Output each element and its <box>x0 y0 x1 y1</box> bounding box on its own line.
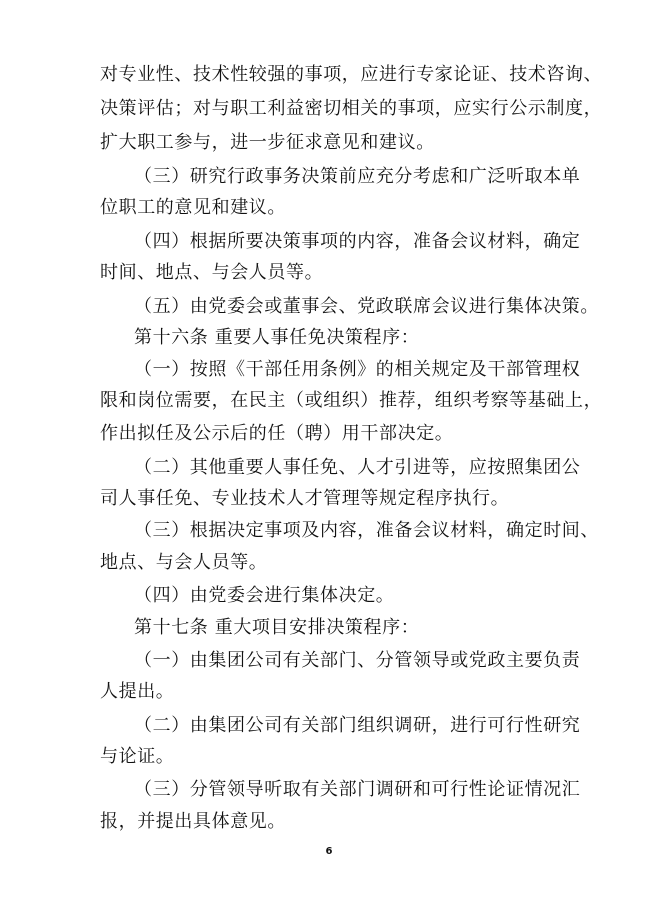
text-line: 位职工的意见和建议。 <box>100 197 286 218</box>
paragraph-start-line: （三）根据决定事项及内容，准备会议材料，确定时间、 <box>134 520 599 541</box>
text-line: 时间、地点、与会人员等。 <box>100 262 324 283</box>
text-line: 与论证。 <box>100 746 175 767</box>
paragraph-start-line: （五）由党委会或董事会、党政联席会议进行集体决策。 <box>134 296 599 317</box>
text-line: 限和岗位需要，在民主（或组织）推荐，组织考察等基础上， <box>100 390 603 411</box>
paragraph-start-line: （二）其他重要人事任免、人才引进等，应按照集团公 <box>134 457 581 478</box>
paragraph-start-line: （四）由党委会进行集体决定。 <box>134 585 395 606</box>
paragraph-start-line: （三）研究行政事务决策前应充分考虑和广泛听取本单 <box>134 166 581 187</box>
text-line: 司人事任免、专业技术人才管理等规定程序执行。 <box>100 488 510 509</box>
text-line: 作出拟任及公示后的任（聘）用干部决定。 <box>100 423 454 444</box>
paragraph-start-line: （一）由集团公司有关部门、分管领导或党政主要负责 <box>134 650 581 671</box>
paragraph-start-line: （一）按照《干部任用条例》的相关规定及干部管理权 <box>134 359 581 380</box>
paragraph-start-line: （四）根据所要决策事项的内容，准备会议材料，确定 <box>134 231 581 252</box>
text-line: 对专业性、技术性较强的事项，应进行专家论证、技术咨询、 <box>100 64 603 85</box>
page-number: 6 <box>325 846 333 857</box>
text-line: 报，并提出具体意见。 <box>100 811 286 832</box>
paragraph-start-line: （二）由集团公司有关部门组织调研，进行可行性研究 <box>134 715 581 736</box>
paragraph-start-line: （三）分管领导听取有关部门调研和可行性论证情况汇 <box>134 779 581 800</box>
article-heading: 第十七条 重大项目安排决策程序： <box>134 617 420 638</box>
text-line: 地点、与会人员等。 <box>100 552 268 573</box>
text-line: 人提出。 <box>100 681 175 702</box>
article-heading: 第十六条 重要人事任免决策程序： <box>134 327 420 348</box>
text-line: 扩大职工参与，进一步征求意见和建议。 <box>100 132 435 153</box>
text-line: 决策评估；对与职工利益密切相关的事项，应实行公示制度， <box>100 98 603 119</box>
